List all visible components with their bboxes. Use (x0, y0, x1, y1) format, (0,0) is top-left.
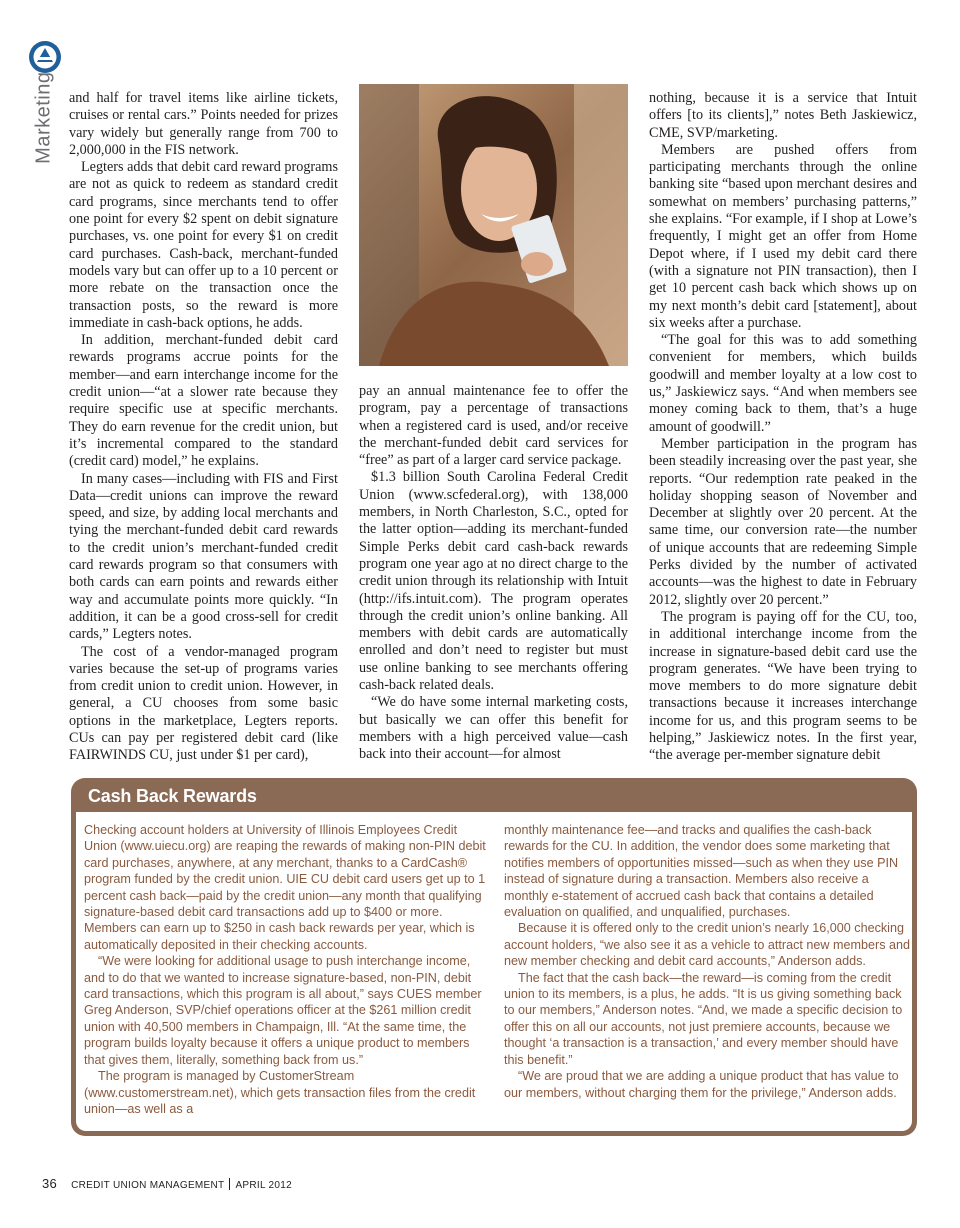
sidebar-body (76, 812, 912, 1131)
sidebar-paragraph: Because it is offered only to the credit union’s nearly 16,000 checking account holders, “we also see it as a vehicle to attract new members and new member checking and debit card accounts,” Anderson adds. (504, 921, 911, 969)
paragraph: Member participation in the program has been steadily increasing over the past year, she reports. “Our redemption rate peaked in the holiday shopping season of November and December at slightly over 20 percent. At the same time, our conversion rate—the number of unique accounts that are redeeming Simple Perks divided by the number of activated accounts—was the highest to date in February 2012, slightly over 20 percent.” (649, 435, 917, 608)
sidebar-paragraph: “We were looking for additional usage to push interchange income, and to do that we wanted to increase signature-based, non-PIN, debit card transactions, which this program is all about,” says CUES member Greg Anderson, SVP/chief operations officer at the $261 million credit union with 40,500 members in Champaign, Ill. “At the same time, the program builds loyalty because it offers a unique product to members that gives them, literally, something back from us.” (84, 954, 482, 1067)
paragraph: The program is paying off for the CU, too, in additional interchange income from the increase in signature-based debit card use the program generates. “We have been trying to move members to do more signature debit transactions because it increases interchange income for us, and this program seems to be helping,” Jaskiewicz notes. In the first year, “the average per-member signature debit (649, 608, 917, 764)
paragraph: The cost of a vendor-managed program varies because the set-up of programs varies from credit union to credit union. However, in general, a CU chooses from some basic options in the marketplace, Legters reports. CUs can pay per registered debit card (like FAIRWINDS CU, just under $1 per card), (69, 643, 338, 764)
page-footer (42, 1176, 292, 1191)
sidebar-paragraph: “We are proud that we are adding a unique product that has value to our members, without charging them for the privilege,” Anderson adds. (504, 1069, 899, 1100)
sidebar-paragraph: monthly maintenance fee—and tracks and qualifies the cash-back rewards for the CU. In addition, the vendor does some marketing that notifies members of opportunities missed—such as when they use PIN instead of signature during a transaction. Members also receive a monthly e-statement of accrued cash back that contains a detailed evaluation on qualified, and unqualified, purchases. (504, 823, 899, 920)
sidebar-title: Cash Back Rewards (88, 786, 257, 806)
paragraph: In addition, merchant-funded debit card rewards programs accrue points for the member—and earn interchange income for the credit union—“at a slower rate because they require specific use at specific merchants. They do earn revenue for the credit union, but it’s incremental compared to the standard (credit card) model,” he explains. (69, 332, 338, 470)
sidebar-column-2 (504, 822, 910, 1101)
paragraph: pay an annual maintenance fee to offer the program, pay a percentage of transactions when a registered card is used, and/or receive the merchant-funded debit card services for “free” as part of a larger card service package. (359, 383, 628, 469)
footer-divider (229, 1178, 230, 1190)
article-column-1 (69, 90, 338, 765)
paragraph: Legters adds that debit card reward programs are not as quick to redeem as standard credit card programs, since merchants tend to offer one point for every $2 spent on debit signature purchases, vs. one point for every $1 on credit card purchases. Cash-back, merchant-funded models vary but can offer up to a 10 percent or more rebate on the transaction once the transaction posts, so the reward is more immediate in cash-back options, he adds. (69, 159, 338, 331)
paragraph: $1.3 billion South Carolina Federal Credit Union (www.scfederal.org), with 138,000 members, in North Charleston, S.C., opted for the latter option—adding its merchant-funded Simple Perks debit card cash-back rewards program one year ago at no direct charge to the credit union through its relationship with Intuit (http://ifs.intuit.com). The program operates through the credit union’s online banking. All members with debit cards are automatically enrolled and don’t need to register but must use online banking to see merchants offering cash-back related deals. (359, 469, 628, 694)
publication-logo-icon (28, 40, 62, 74)
sidebar-paragraph: The fact that the cash back—the reward—is coming from the credit union to its members, is a plus, he adds. “It is us giving something back to our members,” Anderson notes. “And, we made a specific decision to offer this on all our accounts, not just premiere accounts, because we thought ‘a transaction is a transaction,’ and every member should have this benefit.” (504, 970, 903, 1067)
section-label (22, 71, 66, 198)
woman-holding-card-photo (359, 84, 628, 366)
paragraph: “We do have some internal marketing costs, but basically we can offer this benefit for members with a high perceived value—cash back into their account—for almost (359, 694, 628, 763)
sidebar-paragraph: Checking account holders at University of Illinois Employees Credit Union (www.uiecu.org) are reaping the rewards of making non-PIN debit card purchases, anywhere, at any merchant, thanks to a CardCash® program funded by the credit union. UIE CU debit card users get up to 1 percent cash back—paid by the credit union—any month that qualifying signature-based debit card transactions add up to $400 or more. Members can earn up to $250 in cash back rewards per year, which is automatically deposited in their checking accounts. (84, 823, 486, 952)
paragraph: “The goal for this was to add something convenient for members, which builds goodwill and member loyalty at a low cost to us,” Jaskiewicz says. “And when members see money coming back to them, that’s a huge amount of goodwill.” (649, 332, 917, 435)
sidebar-paragraph: The program is managed by CustomerStream (www.customerstream.net), which gets transaction files from the credit union—as well as a (84, 1069, 476, 1116)
publication-name: CREDIT UNION MANAGEMENT (71, 1180, 225, 1191)
paragraph: and half for travel items like airline tickets, cruises or rental cars.” Points needed for prizes vary widely but generally range from 700 to 2,000,000 in the FIS network. (69, 90, 338, 158)
page-number: 36 (42, 1176, 58, 1191)
paragraph: nothing, because it is a service that Intuit offers [to its clients],” notes Beth Jaskiewicz, CME, SVP/marketing. (649, 90, 917, 141)
paragraph: Members are pushed offers from participating merchants through the online banking site “based upon merchant desires and somewhat on members’ purchasing patterns,” she explains. “For example, if I shop at Lowe’s frequently, I might get an offer from Home Depot where, if I used my debit card there (with a signature not PIN transaction), then I get 10 percent cash back which shows up on my next month’s debit card [statement], about six weeks after a purchase. (649, 141, 917, 331)
sidebar-column-1 (84, 822, 488, 1117)
section-label-text: Marketing (32, 71, 55, 164)
article-column-3 (649, 90, 917, 765)
issue-date: APRIL 2012 (235, 1180, 293, 1191)
cash-back-rewards-sidebar (71, 778, 917, 1136)
article-column-2 (359, 383, 628, 764)
paragraph: In many cases—including with FIS and First Data—credit unions can improve the reward speed, and size, by adding local merchants and tying the merchant-funded debit card rewards to the credit union’s merchant-funded credit card rewards program so that consumers with both cards can earn points and rewards either way and accumulate points more quickly. “In addition, it can be a good cross-sell for credit cards,” Legters notes. (69, 470, 338, 643)
